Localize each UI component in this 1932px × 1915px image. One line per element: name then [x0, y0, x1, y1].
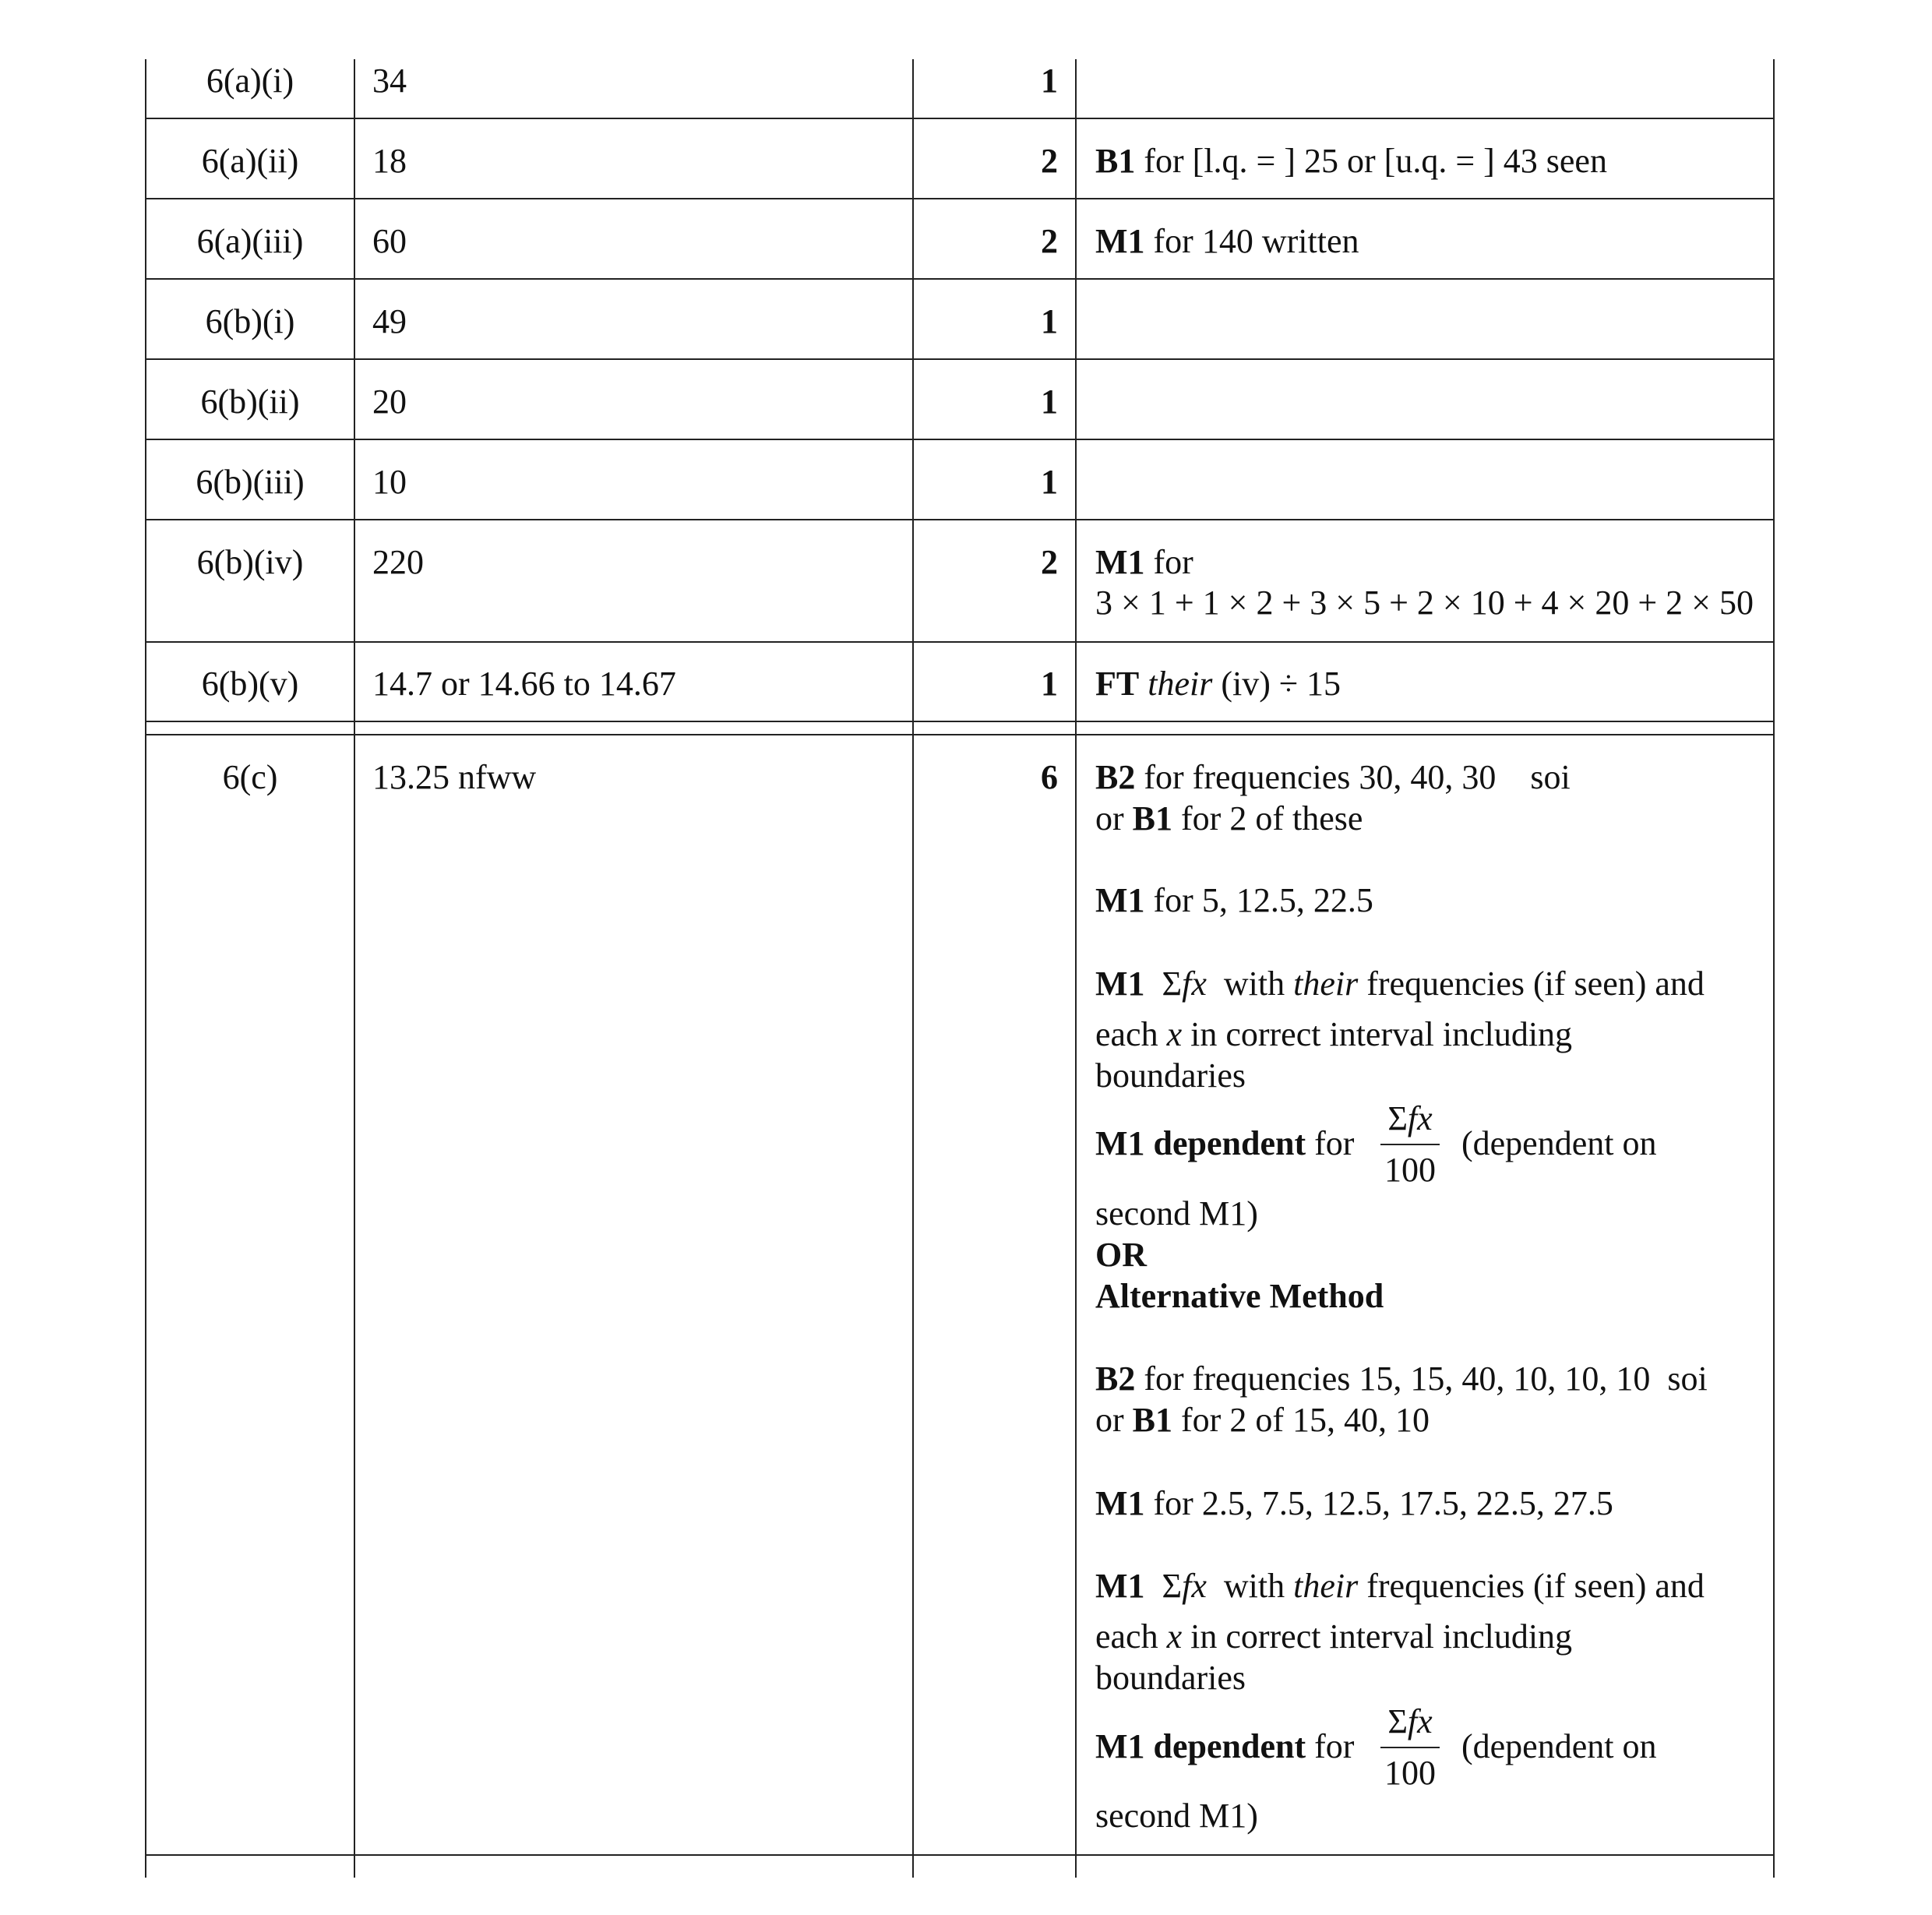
- column-rule: [1075, 59, 1077, 1878]
- guidance-line: M1 for 5, 12.5, 22.5: [1095, 881, 1373, 919]
- guidance-line: M1 dependent for: [1095, 1124, 1355, 1162]
- row-rule: [145, 519, 1775, 520]
- question-number: 6(a)(i): [206, 62, 294, 100]
- marks: 1: [1041, 463, 1058, 501]
- guidance-line: (dependent on: [1461, 1727, 1657, 1765]
- marks: 2: [1041, 543, 1058, 581]
- marks: 2: [1041, 222, 1058, 260]
- guidance-line: OR: [1095, 1236, 1147, 1274]
- fraction-sum-fx-over-100: Σfx 100: [1380, 1099, 1440, 1190]
- answer: 49: [372, 302, 407, 340]
- guidance-line: M1 dependent for: [1095, 1727, 1355, 1765]
- guidance-line: each x in correct interval including: [1095, 1015, 1573, 1053]
- marks: 1: [1041, 302, 1058, 340]
- column-rule: [1773, 59, 1775, 1878]
- marks: 6: [1041, 758, 1058, 796]
- question-number: 6(b)(ii): [200, 383, 300, 421]
- answer: 13.25 nfww: [372, 758, 537, 796]
- guidance-line: each x in correct interval including: [1095, 1617, 1573, 1656]
- guidance: M1 for: [1095, 543, 1193, 581]
- guidance: FT their (iv) ÷ 15: [1095, 665, 1341, 703]
- row-rule: [145, 734, 1775, 735]
- row-rule: [145, 358, 1775, 360]
- guidance-line: or B1 for 2 of these: [1095, 799, 1363, 838]
- question-number: 6(b)(i): [205, 302, 295, 340]
- guidance-line: B2 for frequencies 15, 15, 40, 10, 10, 10 soi: [1095, 1360, 1708, 1398]
- guidance-line: M1 Σfx with their frequencies (if seen) and: [1095, 1567, 1705, 1605]
- marks: 1: [1041, 665, 1058, 703]
- question-number: 6(b)(iv): [196, 543, 304, 581]
- question-number: 6(c): [222, 758, 278, 796]
- guidance-line: or B1 for 2 of 15, 40, 10: [1095, 1401, 1430, 1439]
- marks: 1: [1041, 62, 1058, 100]
- guidance-line: B2 for frequencies 30, 40, 30 soi: [1095, 758, 1571, 796]
- question-number: 6(a)(iii): [196, 222, 304, 260]
- fraction-sum-fx-over-100: Σfx 100: [1380, 1702, 1440, 1793]
- column-rule: [912, 59, 914, 1878]
- guidance: M1 for 140 written: [1095, 222, 1359, 260]
- answer: 20: [372, 383, 407, 421]
- guidance-line: second M1): [1095, 1797, 1258, 1835]
- question-number: 6(b)(iii): [196, 463, 305, 501]
- question-number: 6(b)(v): [201, 665, 299, 703]
- row-rule: [145, 1854, 1775, 1856]
- answer: 18: [372, 142, 407, 180]
- guidance-line: second M1): [1095, 1194, 1258, 1233]
- answer: 10: [372, 463, 407, 501]
- row-rule: [145, 721, 1775, 722]
- row-rule: [145, 439, 1775, 440]
- answer: 14.7 or 14.66 to 14.67: [372, 665, 676, 703]
- answer: 60: [372, 222, 407, 260]
- guidance-line: boundaries: [1095, 1056, 1246, 1095]
- row-rule: [145, 278, 1775, 280]
- row-rule: [145, 198, 1775, 199]
- marks: 2: [1041, 142, 1058, 180]
- guidance: B1 for [l.q. = ] 25 or [u.q. = ] 43 seen: [1095, 142, 1607, 180]
- guidance-line: Alternative Method: [1095, 1277, 1384, 1315]
- question-number: 6(a)(ii): [201, 142, 299, 180]
- guidance-line: (dependent on: [1461, 1124, 1657, 1162]
- answer: 34: [372, 62, 407, 100]
- answer: 220: [372, 543, 424, 581]
- row-rule: [145, 641, 1775, 643]
- guidance-expression: 3 × 1 + 1 × 2 + 3 × 5 + 2 × 10 + 4 × 20 + 2 × 50: [1095, 584, 1754, 622]
- row-rule: [145, 118, 1775, 119]
- guidance-line: boundaries: [1095, 1659, 1246, 1697]
- marks: 1: [1041, 383, 1058, 421]
- guidance-line: M1 Σfx with their frequencies (if seen) and: [1095, 965, 1705, 1003]
- guidance-line: M1 for 2.5, 7.5, 12.5, 17.5, 22.5, 27.5: [1095, 1484, 1613, 1522]
